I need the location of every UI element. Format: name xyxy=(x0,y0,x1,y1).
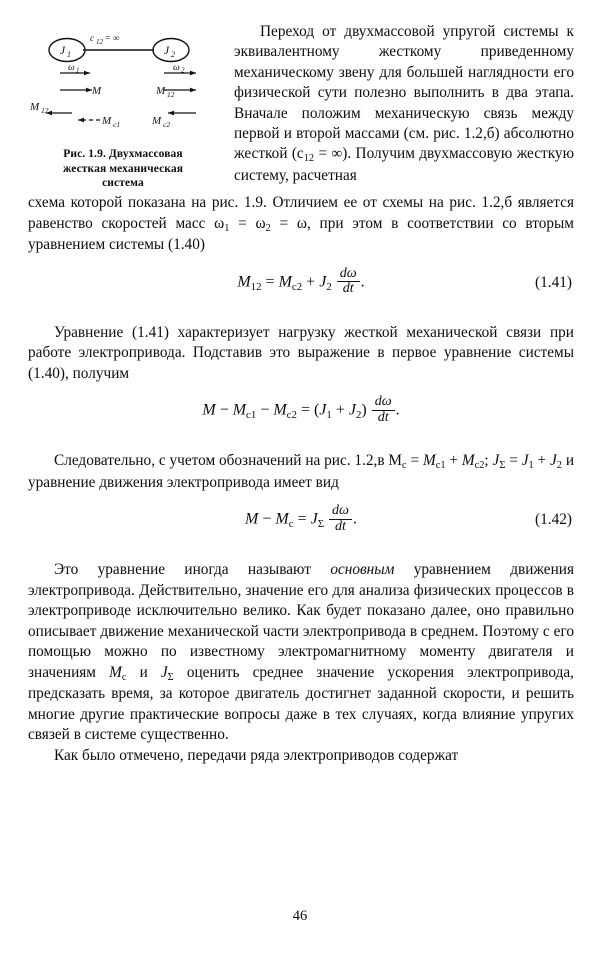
paragraph-intro-text: Переход от двухмассовой упругой системы к эквивалентному жесткому приведенному механическому звену для большей наглядности его физической сути полезно выполнить в два этапа. Вначале положим механическую связь между первой и второй массами (см. рис. 1.2,б) абсолютно жесткой (c xyxy=(234,23,574,163)
figure-caption-line1: Рис. 1.9. Двухмассовая xyxy=(63,148,183,160)
fmid-minus2: − xyxy=(260,401,270,419)
fmid-minus1: − xyxy=(219,401,229,419)
f142-frac-den: dt xyxy=(329,519,352,535)
svg-text:12: 12 xyxy=(41,106,49,115)
f141-rhs2: J xyxy=(319,273,327,291)
svg-text:M: M xyxy=(92,85,102,97)
spacer-3 xyxy=(28,547,574,560)
svg-text:c2: c2 xyxy=(163,120,171,129)
svg-text:12: 12 xyxy=(96,38,103,46)
svg-text:ω: ω xyxy=(173,63,180,73)
f141-fraction xyxy=(337,267,360,297)
svg-text:1: 1 xyxy=(76,66,80,75)
figure-1-9-drawing xyxy=(28,28,218,143)
figure-block xyxy=(28,28,224,191)
svg-text:ω: ω xyxy=(68,63,75,73)
paragraph-intro-tail: = ∞). Получим двухмассовую жесткую систему, расчетная xyxy=(234,145,574,185)
fmid-t4: J xyxy=(319,401,327,419)
paragraph-3-tail: и уравнение движения электропривода имеет вид xyxy=(28,452,575,491)
svg-text:12: 12 xyxy=(167,90,175,99)
omega1-sub: 1 xyxy=(224,222,230,234)
formula-1-42-number: (1.42) xyxy=(535,511,572,529)
figure-caption xyxy=(28,147,218,191)
f142-minus: − xyxy=(262,511,272,529)
j1-sub: 1 xyxy=(528,460,534,472)
f141-period: . xyxy=(360,273,365,291)
j2-sub: 2 xyxy=(556,460,562,472)
spacer-1 xyxy=(28,310,574,323)
f142-t2-sub: c xyxy=(288,518,294,531)
formula-1-41 xyxy=(28,265,574,298)
svg-text:M: M xyxy=(152,115,162,127)
paragraph-3: Следовательно, с учетом обозначений на рис. 1.2,в $M_c = M_{c1} + M_{c2}$; $J_\Sigma = J_1 + J_2$ и уравнение движения электропривода имеет вид xyxy=(28,452,575,491)
f142-fraction xyxy=(329,504,352,534)
fmid-fraction xyxy=(372,395,395,425)
svg-text:J: J xyxy=(60,45,66,57)
svg-text:2: 2 xyxy=(171,50,175,59)
page-number: 46 xyxy=(292,908,308,924)
fmid-t5-sub: 2 xyxy=(355,408,362,421)
paragraph-intro-sub: 12 xyxy=(303,153,315,165)
f141-rhs1: M xyxy=(278,273,292,291)
fmid-frac-num: dω xyxy=(374,394,392,410)
figure-caption-line3: система xyxy=(102,177,144,190)
svg-text:c: c xyxy=(90,34,95,44)
formula-1-41-body xyxy=(237,265,365,298)
fmid-t2-sub: c1 xyxy=(246,408,257,421)
f141-frac-num: dω xyxy=(339,265,357,281)
paragraph-intro-continued: схема которой показана на рис. 1.9. Отличием ее от схемы на рис. 1.2,б является равенство скоростей масс $\omega_1 = \omega_2 = \omega$, при этом в соответствии со вторым уравнением системы (1.40) xyxy=(28,194,574,254)
formula-1-42-body xyxy=(245,505,357,535)
f142-frac-num: dω xyxy=(332,503,349,519)
fmid-frac-den: dt xyxy=(372,410,395,426)
mc-sub: c xyxy=(402,460,407,472)
fmid-eq: = xyxy=(300,401,310,419)
fmid-t3: M xyxy=(273,401,287,419)
figure-and-intro xyxy=(28,22,574,193)
svg-text:c1: c1 xyxy=(113,120,121,129)
formula-middle xyxy=(28,396,574,426)
f141-lhs-sub: 12 xyxy=(250,280,262,293)
paragraph-4 xyxy=(28,560,574,745)
f141-frac-den: dt xyxy=(337,281,360,297)
f142-period: . xyxy=(352,511,357,529)
f142-t3-sub: Σ xyxy=(317,518,325,531)
f141-rhs2-sub: 2 xyxy=(326,280,332,293)
page-content xyxy=(28,22,574,766)
fmid-t3-sub: c2 xyxy=(286,408,297,421)
paragraph-2: Уравнение (1.41) характеризует нагрузку жесткой механической связи при работе электропривода. Подставив это выражение в первое уравнение системы (1.40), получим xyxy=(28,323,574,382)
fmid-t4-sub: 1 xyxy=(326,408,332,421)
fmid-paren-open: ( xyxy=(313,401,320,419)
svg-text:M: M xyxy=(30,101,40,113)
mc1-sub: c1 xyxy=(435,460,446,472)
paragraph-5: Как было отмечено, передачи ряда электроприводов содержат xyxy=(54,746,459,764)
f141-plus: + xyxy=(306,273,316,291)
svg-text:M: M xyxy=(102,115,112,127)
f142-t2: M xyxy=(275,511,289,529)
omega2-sub: 2 xyxy=(265,222,271,234)
paragraph-intro-cont-tail: = ω, при этом в соответствии со вторым уравнением системы (1.40) xyxy=(28,214,574,254)
svg-text:J: J xyxy=(164,45,170,57)
formula-1-42 xyxy=(28,505,574,535)
fmid-t2: M xyxy=(232,401,247,419)
paragraph-4-lead: Это уравнение иногда называют основным уравнением движения электропривода. Действительно, значение его для анализа физических процессов в электроприводе исключительно велико. Как будет показано далее, оно правильно описывает движение механической части электропривода в среднем. Поэтому с его помощью можно по известному электромагнитному моменту двигателя и значениям $M_c$ и $J_\Sigma$ оценить среднее значение ускорения электропривода, предсказать время, за которое двигатель достигнет заданной скорости, и решить многие другие практические вопросы даже в тех случаях, когда влияние упругих связей в системе существенно. xyxy=(28,561,574,744)
svg-text:2: 2 xyxy=(181,66,185,75)
fmid-plus: + xyxy=(335,401,345,419)
fmid-t1: M xyxy=(202,401,216,419)
f142-eq: = xyxy=(297,511,307,529)
paragraph-intro-cont-text: схема которой показана на рис. 1.9. Отличием ее от схемы на рис. 1.2,б является равенство скоростей масс ω xyxy=(28,194,574,232)
figure-caption-line2: жесткая механическая xyxy=(62,162,184,175)
fmid-t5: J xyxy=(348,401,356,419)
f141-rhs1-sub: c2 xyxy=(291,280,303,293)
formula-middle-body xyxy=(202,396,399,426)
paragraph-3-text: Следовательно, с учетом обозначений на рис. 1.2,в M xyxy=(54,452,403,470)
f141-lhs: M xyxy=(237,273,251,291)
two-mass-rigid-system-diagram xyxy=(28,28,218,143)
mc2-sub: c2 xyxy=(474,460,485,472)
f142-t1: M xyxy=(245,511,259,529)
f141-eq: = xyxy=(265,273,275,291)
svg-text:1: 1 xyxy=(67,50,71,59)
f142-t3: J xyxy=(310,511,318,529)
fmid-period: . xyxy=(395,401,400,419)
svg-text:M: M xyxy=(156,85,166,97)
svg-text:= ∞: = ∞ xyxy=(105,34,120,44)
jsigma-sub: Σ xyxy=(499,460,506,472)
fmid-paren-close: ) xyxy=(361,401,367,419)
spacer-2 xyxy=(28,438,574,451)
formula-1-41-number: (1.41) xyxy=(535,273,572,291)
